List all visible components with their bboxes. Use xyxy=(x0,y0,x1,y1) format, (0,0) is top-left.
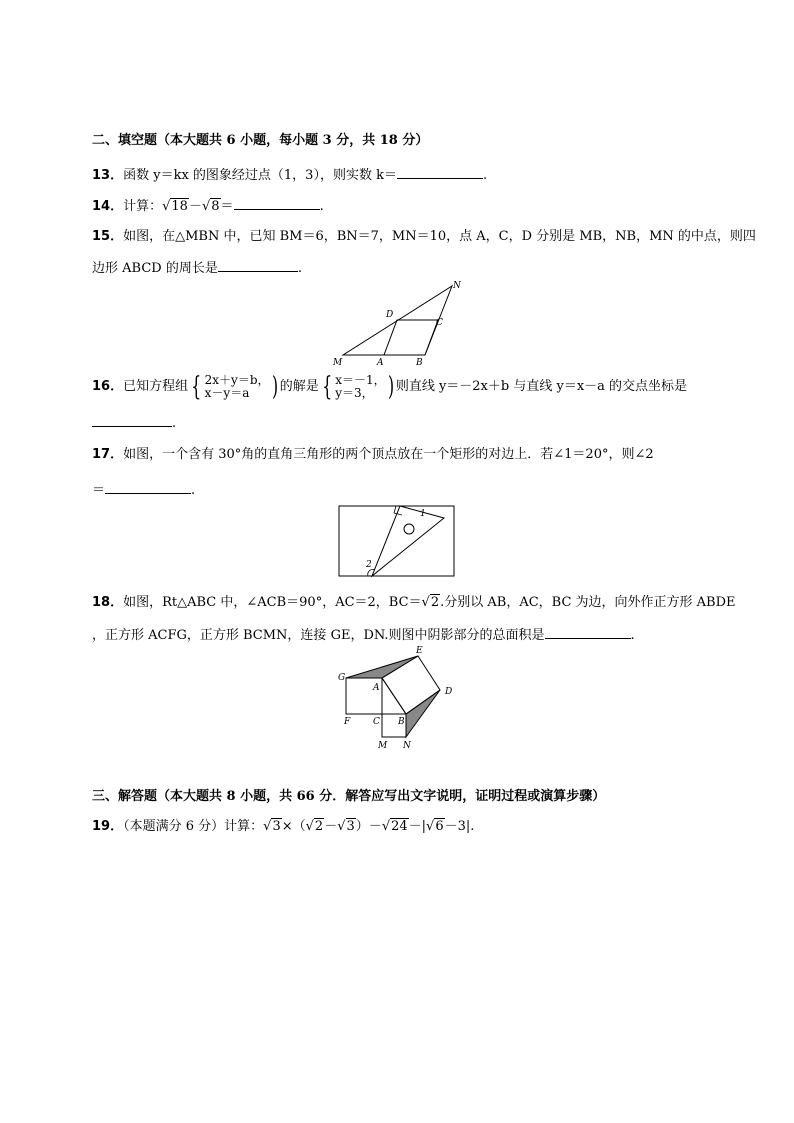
sqrt-18: √18 xyxy=(162,199,188,214)
question-16-line2 xyxy=(92,412,176,433)
sqrt-3b: √3 xyxy=(337,819,355,834)
question-18-line1 xyxy=(92,594,736,612)
label-n: N xyxy=(403,741,411,751)
section3-header: 三、解答题（本大题共 8 小题，共 66 分．解答应写出文字说明，证明过程或演算步骤） xyxy=(92,789,606,804)
question-text: 如图，Rt△ABC 中，∠ACB＝90°，AC＝2，BC＝ xyxy=(123,595,422,610)
question-number: 14． xyxy=(92,199,124,214)
question-text: 函数 y＝kx 的图象经过点（1，3），则实数 k＝ xyxy=(123,168,397,183)
label-b: B xyxy=(416,358,423,368)
answer-blank[interactable] xyxy=(234,195,320,210)
radicand: 2 xyxy=(314,819,324,834)
right-paren: ) xyxy=(387,371,394,402)
period: . xyxy=(630,628,635,643)
section2-header: 二、填空题（本大题共 6 小题，每小题 3 分，共 18 分） xyxy=(92,133,429,148)
question-14 xyxy=(92,195,324,216)
equation-2: x－y＝a xyxy=(204,385,250,400)
period: . xyxy=(172,416,177,431)
sqrt-8: √8 xyxy=(201,199,220,214)
angle-2-label: 2 xyxy=(366,560,372,570)
equation-system xyxy=(205,374,270,400)
radicand: 3 xyxy=(346,819,355,834)
sqrt-2: √2 xyxy=(305,819,324,834)
label-d: D xyxy=(445,687,453,697)
squares-triangle-figure xyxy=(336,644,460,754)
question-number: 18． xyxy=(92,595,124,610)
label-a: A xyxy=(377,358,384,368)
abs-close: －3|. xyxy=(444,819,475,834)
sqrt-3: √3 xyxy=(263,819,281,834)
left-brace: { xyxy=(322,371,332,402)
question-number: 16． xyxy=(92,379,124,394)
question-text: 如图，在△MBN 中，已知 BM＝6，BN＝7，MN＝10，点 A，C，D 分别是 MB，NB，MN 的中点，则四 xyxy=(123,229,756,244)
answer-blank[interactable] xyxy=(397,164,483,179)
solution-x: x＝－1， xyxy=(335,372,386,387)
question-17-line2 xyxy=(92,479,195,500)
question-13 xyxy=(92,164,487,185)
answer-blank[interactable] xyxy=(218,257,298,272)
label-m: M xyxy=(333,358,343,368)
period: . xyxy=(191,483,196,498)
label-g: G xyxy=(338,673,346,683)
question-15-line2 xyxy=(92,257,302,278)
abs-open: －| xyxy=(408,819,427,834)
radicand: 3 xyxy=(272,819,281,834)
question-17-line1 xyxy=(92,446,654,464)
rectangle-triangle-figure xyxy=(338,504,456,580)
label-n: N xyxy=(453,281,461,291)
answer-blank[interactable] xyxy=(92,412,172,427)
question-text: 如图，一个含有 30°角的直角三角形的两个顶点放在一个矩形的对边上．若∠1＝20°，则∠2 xyxy=(123,447,654,462)
label-e: E xyxy=(416,646,423,656)
question-text: ，正方形 ACFG，正方形 BCMN，连接 GE，DN.则图中阴影部分的总面积是 xyxy=(92,628,545,643)
close-paren: ）－ xyxy=(355,819,382,834)
label-f: F xyxy=(344,717,351,727)
radicand: 8 xyxy=(211,199,220,214)
label-d: D xyxy=(386,310,394,320)
right-paren: ) xyxy=(271,371,278,402)
period: . xyxy=(482,168,488,183)
equation-1: 2x＋y＝b， xyxy=(204,372,270,387)
question-text: ＝ xyxy=(92,483,106,498)
solution-y: y＝3， xyxy=(335,385,374,400)
radicand: 6 xyxy=(435,819,444,834)
times-sign: ×（ xyxy=(281,819,306,834)
sqrt-24: √24 xyxy=(381,819,408,834)
question-text: 计算： xyxy=(123,199,163,214)
period: . xyxy=(297,261,302,276)
label-c: C xyxy=(436,318,443,328)
triangle-mbn-figure xyxy=(325,278,465,370)
label-m: M xyxy=(378,741,388,751)
label-c: C xyxy=(373,717,380,727)
question-number: 17． xyxy=(92,447,124,462)
radicand: 24 xyxy=(391,819,408,834)
label-a: A xyxy=(373,683,380,693)
question-text: （本题满分 6 分）计算： xyxy=(123,819,264,834)
question-number: 13． xyxy=(92,168,124,183)
question-text: .分别以 AB，AC，BC 为边，向外作正方形 ABDE xyxy=(440,595,736,610)
question-19 xyxy=(92,818,474,836)
question-text: 则直线 y＝－2x＋b 与直线 y＝x－a 的交点坐标是 xyxy=(395,379,688,394)
minus-sign: － xyxy=(188,199,202,214)
period: . xyxy=(319,199,324,214)
solution-system xyxy=(335,374,385,400)
question-15-line1 xyxy=(92,228,756,246)
angle-1-label: 1 xyxy=(420,509,426,519)
question-18-line2 xyxy=(92,624,635,645)
equals-sign: ＝ xyxy=(220,199,234,214)
answer-blank[interactable] xyxy=(545,624,631,639)
sqrt-6: √6 xyxy=(426,819,444,834)
minus-sign: － xyxy=(324,819,338,834)
left-brace: { xyxy=(191,371,202,402)
question-text: 已知方程组 xyxy=(123,379,189,394)
question-number: 19． xyxy=(92,819,124,834)
question-16-line1 xyxy=(92,372,687,402)
radicand: 2 xyxy=(430,595,440,610)
sqrt-2: √2 xyxy=(421,595,440,610)
question-text: 的解是 xyxy=(279,379,319,394)
label-b: B xyxy=(398,717,405,727)
radicand: 18 xyxy=(171,199,188,214)
question-text: 边形 ABCD 的周长是 xyxy=(92,261,218,276)
answer-blank[interactable] xyxy=(105,479,191,494)
question-number: 15． xyxy=(92,229,124,244)
